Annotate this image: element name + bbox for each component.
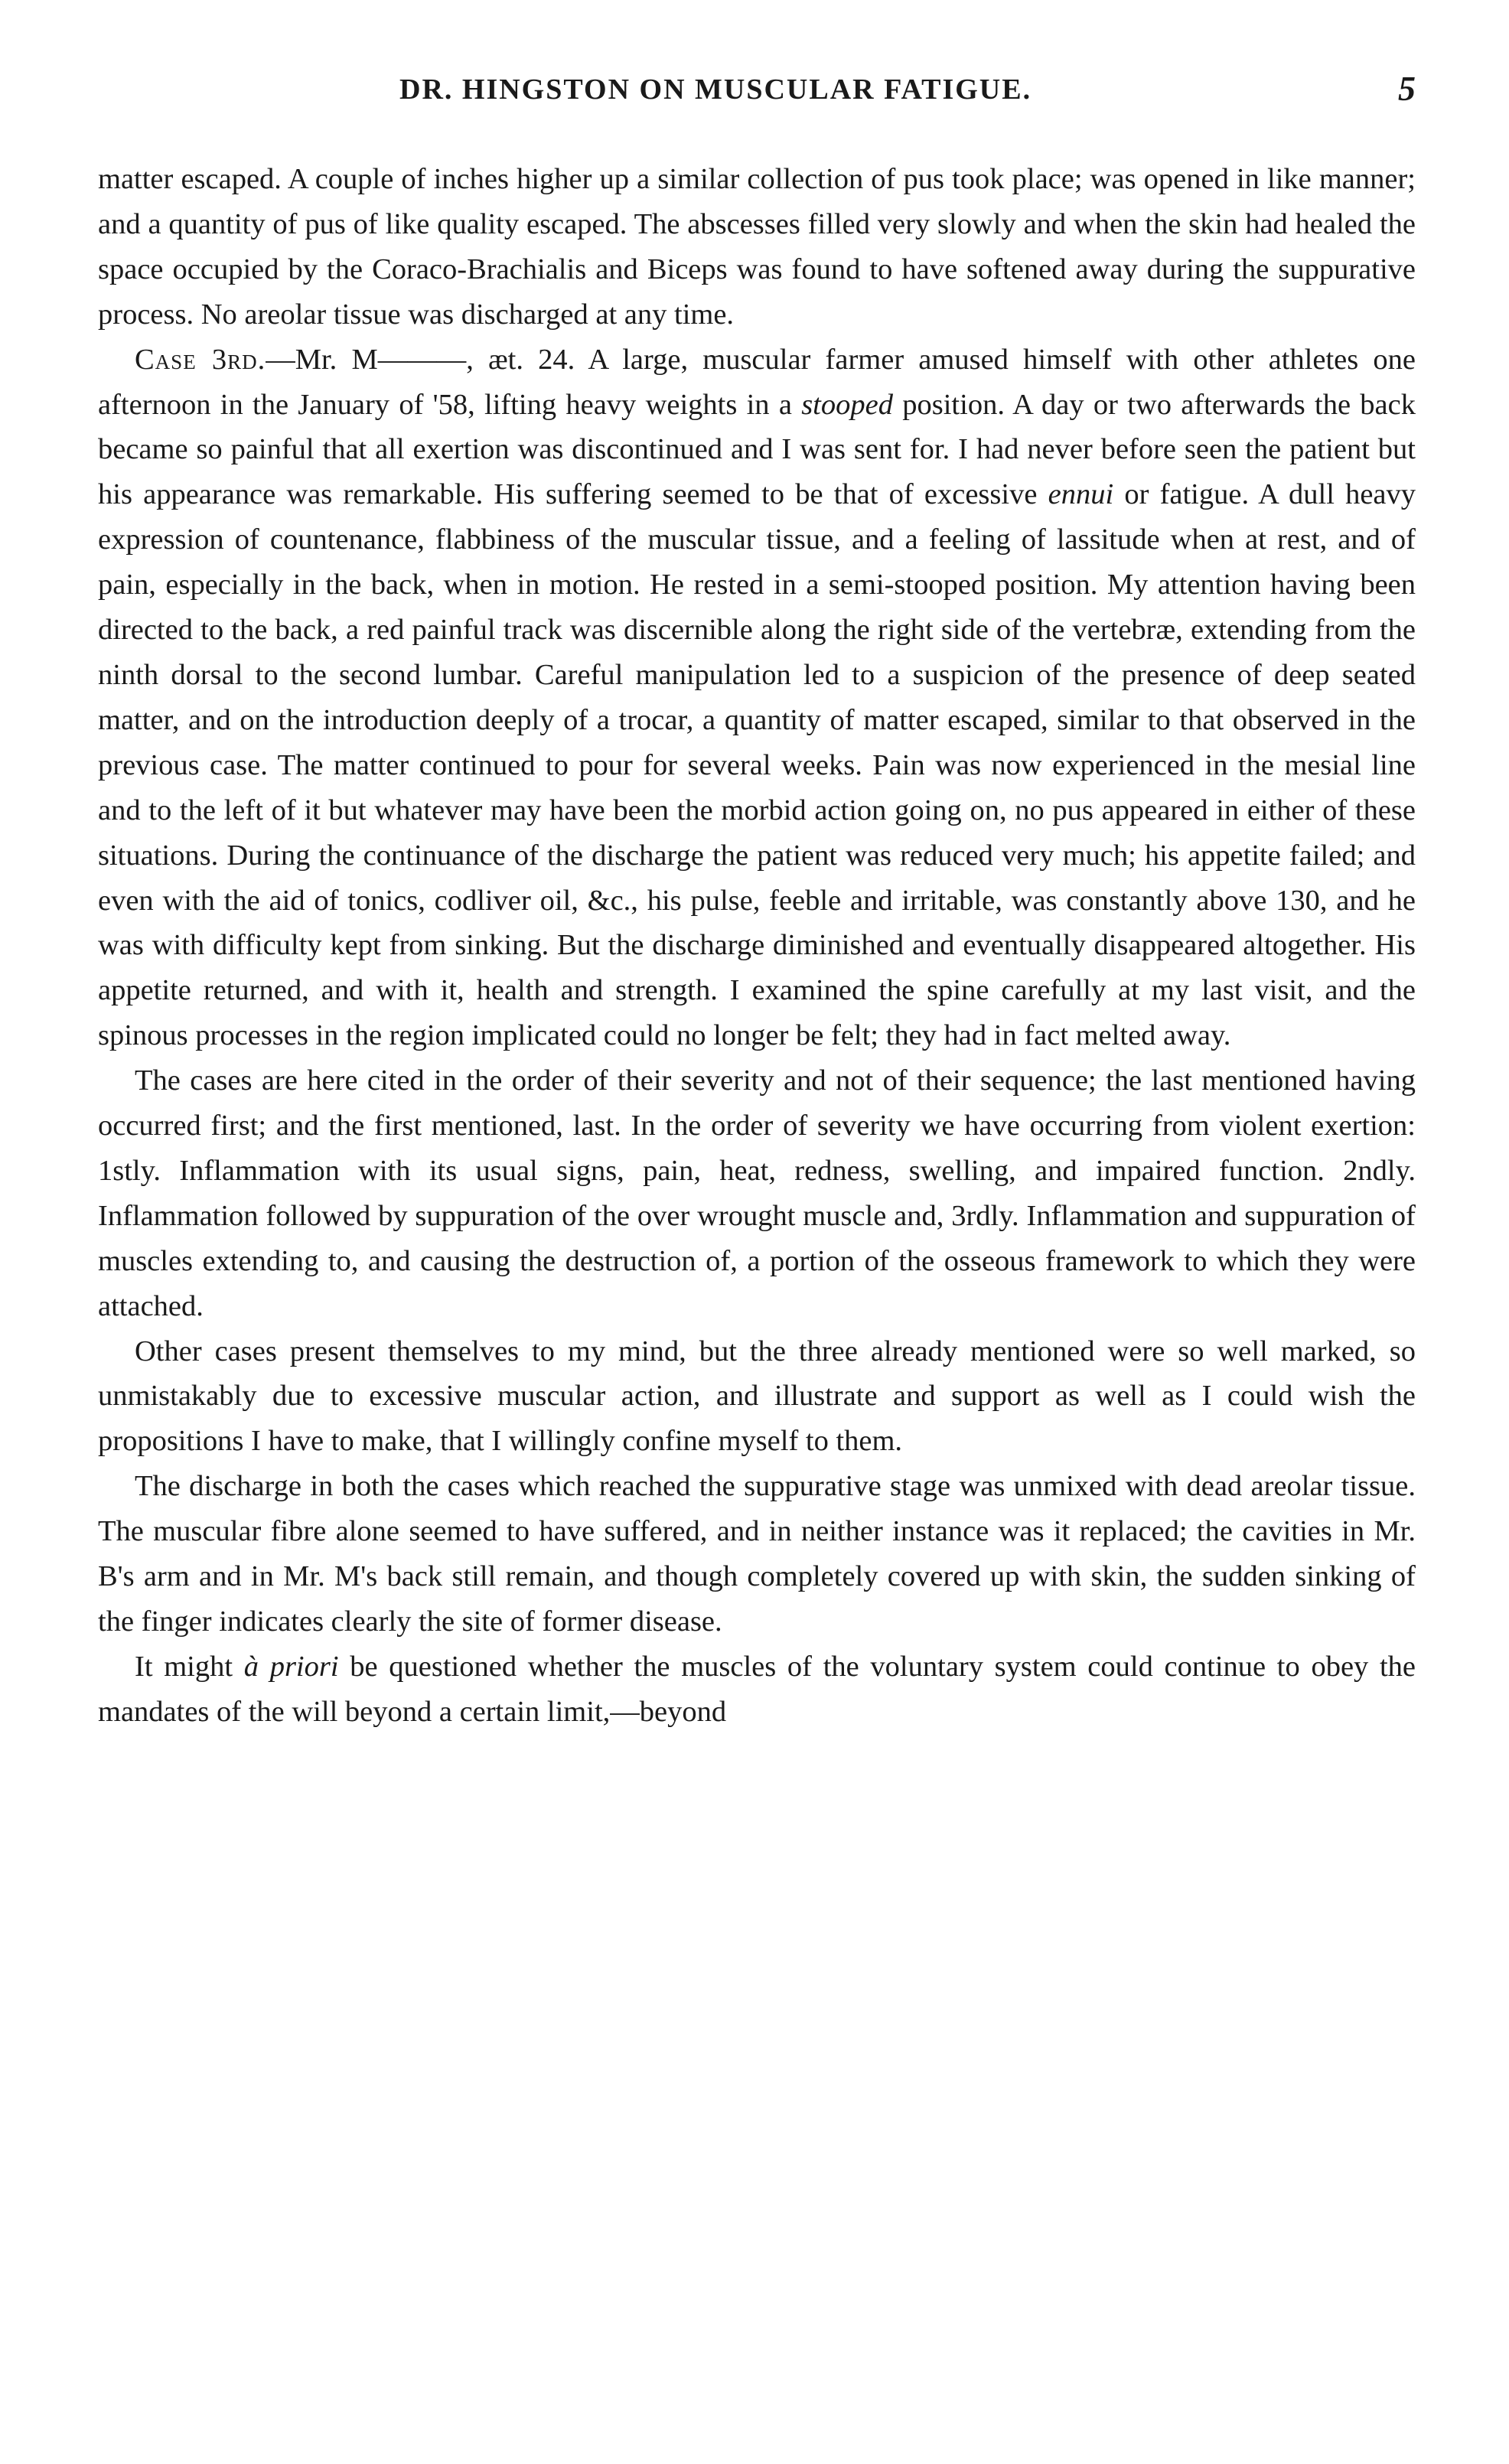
paragraph-case-3: [98, 337, 1416, 1059]
a-priori-emphasis: à priori: [243, 1650, 339, 1683]
paragraph-other-cases: Other cases present themselves to my mind, but the three already mentioned were so well marked, so unmistakably due to excessive muscular action, and illustrate and support as well as I could wish the propositions I have to make, that I willingly confine myself to them.: [98, 1335, 1416, 1458]
paragraph-order-of-severity: The cases are here cited in the order of their severity and not of their sequence; the last mentioned having occurred first; and the first mentioned, last. In the order of severity we have occurring from violent exertion: 1stly. Inflammation with its usual signs, pain, heat, redness, swelling, and impaired function. 2ndly. Inflammation followed by suppuration of the over wrought muscle and, 3rdly. Inflammation and suppuration of muscles extending to, and causing the destruction of, a portion of the osseous framework to which they were attached.: [98, 1064, 1416, 1322]
page-number: 5: [1398, 69, 1416, 108]
case-3-emphasis-ennui: ennui: [1048, 478, 1114, 511]
a-priori-text-part-1: It might: [135, 1650, 244, 1683]
case-3-text-part-3: or fatigue. A dull heavy expression of countenance, flabbiness of the muscular tissue, and a feeling of lassitude when at rest, and of pain, especially in the back, when in motion. He rested in a semi-stooped position. My attention having been directed to the back, a red painful track was discernible along the right side of the vertebræ, extending from the ninth dorsal to the second lumbar. Careful manipulation led to a suspicion of the presence of deep seated matter, and on the introduction deeply of a trocar, a quantity of matter escaped, similar to that observed in the previous case. The matter continued to pour for several weeks. Pain was now experienced in the mesial line and to the left of it but whatever may have been the morbid action going on, no pus appeared in either of these situations. During the continuance of the discharge the patient was reduced very much; his appetite failed; and even with the aid of tonics, codliver oil, &c., his pulse, feeble and irritable, was constantly above 130, and he was with difficulty kept from sinking. But the discharge diminished and eventually disappeared altogether. His appetite returned, and with it, health and strength. I examined the spine carefully at my last visit, and the spinous processes in the region implicated could no longer be felt; they had in fact melted away.: [98, 478, 1416, 1052]
book-page: [98, 69, 1416, 1735]
paragraph-discharge: The discharge in both the cases which reached the suppurative stage was unmixed with dead areolar tissue. The muscular fibre alone seemed to have suffered, and in neither instance was it replaced; the cavities in Mr. B's arm and in Mr. M's back still remain, and though completely covered up with skin, the sudden sinking of the finger indicates clearly the site of former disease.: [98, 1470, 1416, 1638]
case-3-label: Case 3rd.: [135, 343, 266, 376]
case-3-text-part-2: position. A day or two afterwards the back became so painful that all exertion was discontinued and I was sent for. I had never before seen the patient but his appearance was remarkable. His suffering seemed to be that of excessive: [98, 388, 1416, 511]
page-header: [98, 69, 1416, 117]
paragraph-a-priori: [98, 1644, 1416, 1735]
running-title: DR. HINGSTON ON MUSCULAR FATIGUE.: [399, 73, 1032, 106]
case-3-text-part-1: —Mr. M———, æt. 24. A large, muscular farmer amused himself with other athletes one afternoon in the January of '58, lifting heavy weights in a: [98, 343, 1416, 421]
case-3-emphasis-stooped: stooped: [801, 388, 893, 421]
a-priori-text-part-2: be questioned whether the muscles of the voluntary system could continue to obey the mandates of the will beyond a certain limit,—beyond: [98, 1650, 1416, 1728]
paragraph-case-2-continued: matter escaped. A couple of inches higher up a similar collection of pus took place; was opened in like manner; and a quantity of pus of like quality escaped. The abscesses filled very slowly and when the skin had healed the space occupied by the Coraco-Brachialis and Biceps was found to have softened away during the suppurative process. No areolar tissue was discharged at any time.: [98, 163, 1416, 331]
